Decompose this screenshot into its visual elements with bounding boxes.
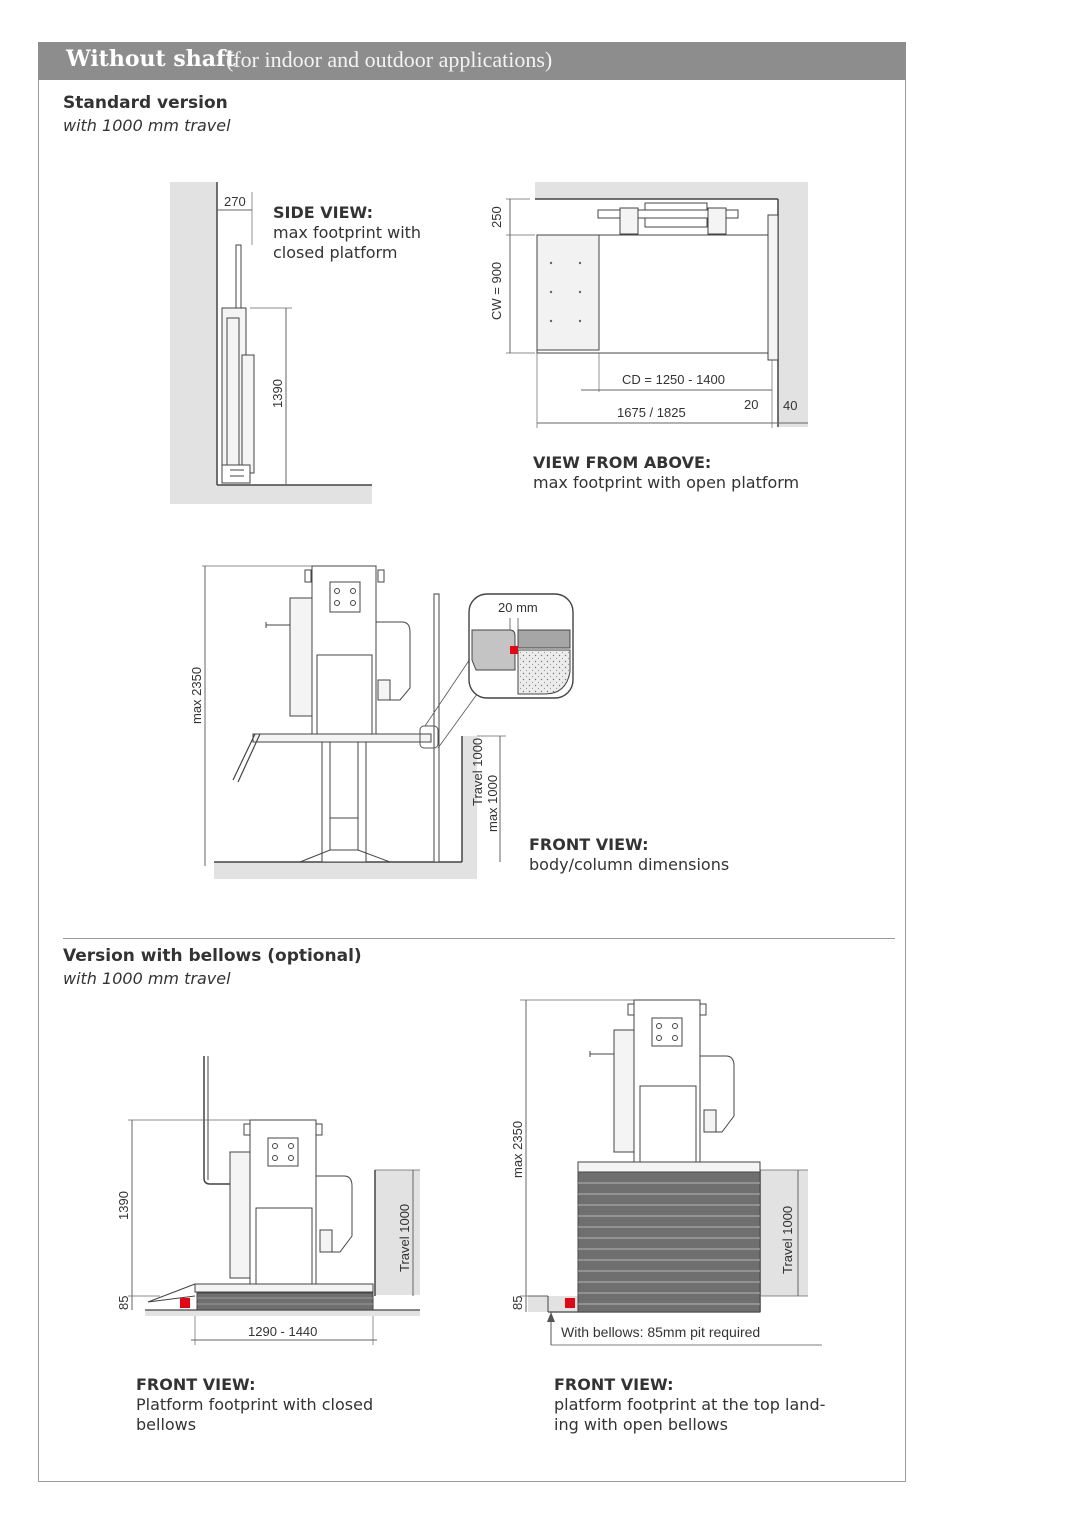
open-bellows-pit-note: With bellows: 85mm pit required [561, 1324, 761, 1340]
front-view-platform [253, 734, 431, 742]
side-view-caption-line2: closed platform [273, 243, 398, 262]
top-view-drawing [506, 182, 808, 428]
header-title: Without shaft [66, 46, 236, 72]
front-view-gap-marker [510, 646, 518, 654]
top-view-dim-20: 20 [744, 397, 759, 412]
front-view-motor-housing [290, 598, 312, 716]
open-bellows-caption-line1: platform footprint at the top land- [554, 1395, 826, 1414]
header-subtitle: (for indoor and outdoor applications) [226, 47, 553, 72]
front-view-floor [214, 862, 477, 879]
side-view-floor [217, 485, 372, 504]
front-view-caption-title: FRONT VIEW: [529, 835, 649, 854]
standard-title: Standard version [63, 93, 228, 113]
closed-bellows-pleats [197, 1293, 373, 1310]
top-view-dim-250: 250 [489, 206, 504, 228]
open-bellows-pit-marker [565, 1298, 575, 1308]
closed-bellows-dim-travel: Travel 1000 [397, 1203, 412, 1272]
open-bellows-caption-line2: ing with open bellows [554, 1415, 728, 1434]
closed-bellows-caption-line1: Platform footprint with closed [136, 1395, 374, 1414]
closed-bellows-floor [145, 1310, 420, 1316]
open-bellows-dim-pit: 85 [510, 1295, 525, 1310]
front-view-dim-max-height: max 2350 [189, 666, 204, 724]
closed-bellows-caption-line2: bellows [136, 1415, 197, 1434]
side-view-caption-title: SIDE VIEW: [273, 203, 374, 222]
side-view-caption-line1: max footprint with [273, 223, 422, 242]
bellows-title: Version with bellows (optional) [63, 946, 362, 966]
top-view-wall-top [535, 182, 808, 199]
open-bellows-pleats [578, 1172, 760, 1312]
top-view-dim-cw: CW = 900 [489, 261, 504, 320]
side-view-dim-height: 1390 [270, 379, 285, 408]
front-view-dim-detail: 20 mm [498, 600, 538, 615]
closed-bellows-caption-title: FRONT VIEW: [136, 1375, 256, 1394]
open-bellows-drawing [520, 1000, 822, 1345]
standard-subtitle: with 1000 mm travel [63, 116, 231, 135]
closed-bellows-dim-width: 1290 - 1440 [248, 1324, 318, 1339]
closed-bellows-dim-height: 1390 [116, 1191, 131, 1220]
side-view-drawing [170, 182, 372, 504]
side-view-wall [170, 182, 217, 504]
top-view-dim-total: 1675 / 1825 [617, 405, 686, 420]
bellows-subtitle: with 1000 mm travel [63, 969, 231, 988]
open-bellows-platform [578, 1162, 760, 1172]
closed-bellows-dim-pit: 85 [116, 1295, 131, 1310]
open-bellows-dim-max-height: max 2350 [510, 1120, 525, 1178]
front-view-caption-text: body/column dimensions [529, 855, 730, 874]
closed-bellows-pit-marker [180, 1298, 190, 1308]
top-view-wall-side [778, 182, 808, 427]
front-view-dim-max-travel: max 1000 [485, 774, 500, 832]
front-view-column [322, 742, 366, 862]
closed-bellows-drawing [128, 1056, 420, 1345]
front-view-dim-travel: Travel 1000 [470, 737, 485, 806]
side-view-dim-width: 270 [224, 194, 246, 209]
open-bellows-caption-title: FRONT VIEW: [554, 1375, 674, 1394]
top-view-dim-40: 40 [783, 398, 798, 413]
front-view-control-panel [330, 582, 360, 612]
top-view-caption-text: max footprint with open platform [533, 473, 800, 492]
open-bellows-dim-travel: Travel 1000 [780, 1205, 795, 1274]
top-view-dim-cd: CD = 1250 - 1400 [622, 372, 725, 387]
top-view-caption-title: VIEW FROM ABOVE: [533, 453, 712, 472]
